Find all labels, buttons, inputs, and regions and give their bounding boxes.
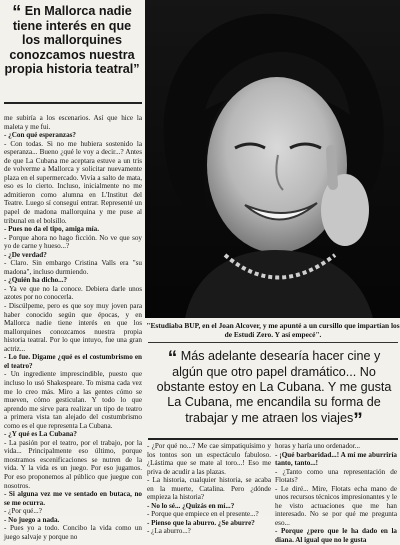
middle-column: [147, 442, 271, 536]
paragraph: - Le diré... Mire, Flotats echa mano de unos recursos técnicos impresionantes y le he visto actuaciones que me han interesado. No se por qué me pregunta eso...: [275, 484, 397, 527]
pull-quote-top: [4, 4, 140, 96]
question: - No lo sé... ¿Quizás en mí...?: [147, 501, 235, 510]
paragraph: - Porque ahora no hago ficción. No ve que soy yo de carne y hueso...?: [4, 233, 142, 251]
question: - ¿Y qué es La Cubana?: [4, 430, 77, 439]
paragraph: - Pues yo a todo. Concibo la vida como un juego salvaje y porque no: [4, 524, 142, 541]
question: - ¿Con qué esperanzas?: [4, 131, 77, 140]
close-quote-mark: ”: [353, 409, 363, 431]
paragraph: - Porque que empiece en el presente...?: [147, 510, 259, 519]
paragraph: - Discúlpeme, pero es que soy muy joven para haber conocido según que épocas, y en Mallorca nadie tiene interés en que los mallorquines conozcamos nuestra propia historia teatral. Por lo que intuyo, fue una gran actriz...: [4, 302, 142, 353]
question: - Pues no da el tipo, amiga mía.: [4, 225, 100, 234]
right-column: [275, 442, 397, 545]
paragraph: - ¿Tanto como una representación de Flotats?: [275, 467, 397, 485]
pull-quote-main-text: Más adelante desearía hacer cine y algún que otro papel dramático... No obstante estoy en La Cubana. Y me gusta La Cubana, me encandila su forma de trabajar y me atraen los viajes: [156, 349, 392, 425]
question: - ¿De verdad?: [4, 250, 47, 259]
pull-quote-top-text: En Mallorca nadie tiene interés en que los mallorquines conozcamos nuestra propia historia teatral: [4, 4, 135, 77]
question: - Lo fue. Digame ¿qué es el costumbrismo en el teatro?: [4, 353, 142, 370]
paragraph: - Un ingrediente imprescindible, puesto que incluso lo usó Shakespeare. To misma cada vez me lo creo más. Miro a las gentes cómo se mueven, cómo gesticulan. Y todo lo que aprendo me sirve para realizar un tipo de teatro a primera vista tan alejado del costumbrismo como es el que representa La Cubana.: [4, 370, 142, 430]
question: - No juego a nada.: [4, 515, 60, 524]
open-quote-mark: “: [167, 348, 178, 369]
paragraph: me subiría a los escenarios. Así que hice la maleta y me fui.: [4, 114, 142, 131]
pull-quote-rule: [4, 102, 142, 104]
paragraph: - Ya ve que no la conoce. Debiera darle unos azotes por no conocerla.: [4, 284, 142, 302]
paragraph: horas y haría uno ordenador...: [275, 442, 361, 450]
pull-quote-rule: [148, 438, 398, 440]
question: - Porque ¿pero que le ha dado en la diana. Al igual que no le gusta: [275, 527, 397, 545]
question: - ¡Qué barbaridad...! A mí me aburriría tanto, tanto...!: [275, 450, 397, 468]
paragraph: - Claro. Sin embargo Cristina Valls era "su madona", incluso durmiendo.: [4, 259, 142, 276]
portrait-photo: [145, 0, 400, 318]
portrait-illustration: [145, 0, 400, 318]
paragraph: - ¿La aburro...?: [147, 527, 191, 536]
question: - Si alguna vez me ve sentado en butaca, no se me ocurra.: [4, 490, 142, 507]
close-quote-mark: ”: [133, 62, 140, 77]
caption-rule: [148, 342, 398, 343]
paragraph: - ¿Por qué...?: [4, 507, 42, 516]
left-column: [4, 114, 142, 541]
paragraph: - La pasión por el teatro, por el trabajo, por la vida... Principalmente eso último, porque mostramos escenificaciones se nutren de la vida. Y la vida es un juego. Por eso jugamos. Por eso proponemos al público que juegue con nosotros.: [4, 438, 142, 490]
open-quote-mark: “: [12, 2, 22, 22]
paragraph: - La historia, cualquier historia, se acaba en la muerte, Catalina. Pero ¿dónde empieza la historia?: [147, 476, 271, 502]
paragraph: - Con todas. Si no me hubiera sostenido la esperanza... Bueno ¿qué le voy a decir...? Antes de que La Cubana me aceptara estuve a un tris de volverme a Mallorca y solicitar nuevamente plaza en el supermercado. Vivía a salto de mata, eso es lo cierto. Incluso, inicialmente no me admitieron como alumna en L'Institut del Teatre. Luego sí conseguí entrar. Representé un papel de madona mallorquina y me puse al tribunal en el bolsillo.: [4, 139, 142, 225]
paragraph: - ¿Por qué no...? Me cae simpatiquísimo y los tontos son un espectáculo fabuloso. ¿Lástima que se mate al toro...! Eso me priva de acudir a las plazas.: [147, 442, 271, 476]
photo-caption: "Estudiaba BUP, en el Joan Alcover, y me apunté a un cursillo que impartían los de Estudi Zero. Y así empecé".: [146, 321, 400, 339]
question: - ¿Quién ha dicho...?: [4, 276, 68, 285]
pull-quote-main: [151, 348, 397, 431]
question: - Pienso que la aburro. ¿Se aburre?: [147, 518, 255, 527]
